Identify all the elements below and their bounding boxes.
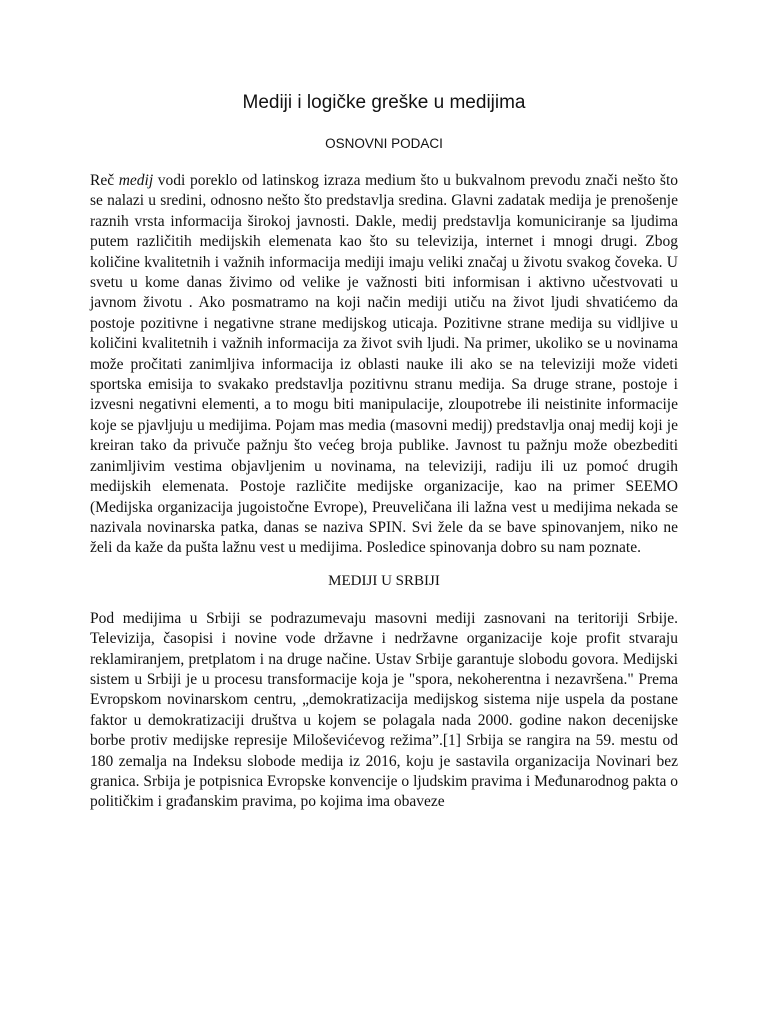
section-heading-mediji-u-srbiji: MEDIJI U SRBIJI xyxy=(328,572,440,589)
lead-word: Reč xyxy=(90,172,115,189)
italic-term: medij xyxy=(118,172,154,189)
paragraph-body: vodi poreklo od latinskog izraza medium što u bukvalnom prevodu znači nešto što se nalazi u sredini, odnosno nešto što predstavlja sredina. Glavni zadatak medija je prenošenje raznih vrsta informacija širokoj javnosti. Dakle, medij predstavlja komuniciranje sa ljudima putem različitih medijskih elemenata kao što su televizija, internet i mnogi drugi. Zbog količine kvalitetnih i važnih informacija mediji imaju veliki značaj u životu svakog čoveka. U svetu u kome danas živimo od velike je važnosti biti informisan i aktivno učestvovati u javnom životu . Ako posmatramo na koji način mediji utiču na život ljudi shvatićemo da postoje pozitivne i negativne strane medijskog uticaja. Pozitivne strane medija su vidljive u količini kvalitetnih i važnih informacija za život svih ljudi. Na primer, ukoliko se u novinama može pročitati zanimljiva informacija iz oblasti nauke ili ako se na televiziji može videti sportska emisija to svakako predstavlja pozitivnu stranu medija. Sa druge strane, postoje i izvesni negativni elementi, a to mogu biti manipulacije, zloupotrebe ili neistinite informacije koje se pjavljuju u medijima. Pojam mas media (masovni medij) predstavlja onaj medij koji je kreiran tako da privuče pažnju što većeg broja publike. Javnost tu pažnju može obezbediti zanimljivim vestima objavljenim u novinama, na televiziji, radiju ili uz pomoć drugih medijskih elemenata. Postoje različite medijske organizacije, kao na primer SEEMO (Medijska organizacija jugoistočne Evrope), Preuveličana ili lažna vest u medijima nekada se nazivala novinarska patka, danas se naziva SPIN. Svi žele da se bave spinovanjem, niko ne želi da kaže da pušta lažnu vest u medijima. Posledice spinovanja dobro su nam poznate. xyxy=(90,172,679,557)
paragraph-mediji-u-srbiji: Pod medijima u Srbiji se podrazumevaju masovni mediji zasnovani na teritoriji Srbije. Televizija, časopisi i novine vode državne i nedržavne organizacije koje profit stvaraju reklamiranjem, pretplatom i na druge načine. Ustav Srbije garantuje slobodu govora. Medijski sistem u Srbiji je u procesu transformacije koja je "spora, nekoherentna i nezavršena." Prema Evropskom novinarskom centru, „demokratizacija medijskog sistema nije uspela da postane faktor u demokratizaciji društva u kojem se polagala nada 2000. godine nakon decenijske borbe protiv medijske represije Miloševićevog režima”.[1] Srbija se rangira na 59. mestu od 180 zemalja na Indeksu slobode medija iz 2016, koju je sastavila organizacija Novinari bez granica. Srbija je potpisnica Evropske konvencije o ljudskim pravima i Međunarodnog pakta o političkim i građanskim pravima, po kojima ima obaveze xyxy=(90,609,678,811)
document-page xyxy=(90,92,678,813)
paragraph-osnovni-podaci xyxy=(90,171,678,559)
section-heading-osnovni-podaci: OSNOVNI PODACI xyxy=(325,136,443,151)
document-title: Mediji i logičke greške u medijima xyxy=(242,92,526,113)
